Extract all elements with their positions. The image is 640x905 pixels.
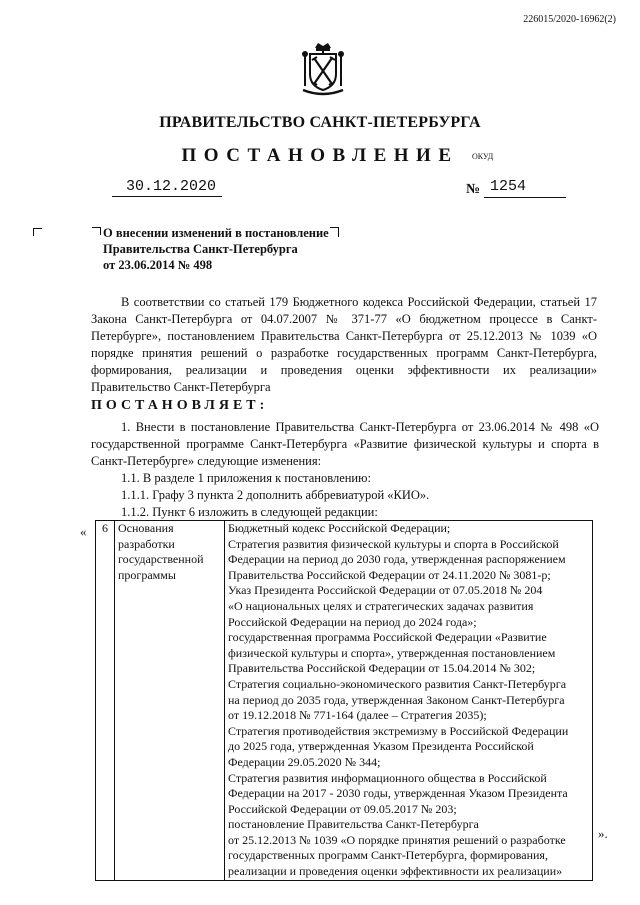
quote-close: ».: [598, 826, 608, 841]
corner-bracket-left: [33, 228, 42, 236]
decree-body: [91, 419, 599, 521]
content-line: Указ Президента Российской Федерации от 07.05.2018 № 204: [228, 583, 543, 598]
content-line: от 25.12.2013 № 1039 «О порядке принятия решений о разработке: [228, 832, 566, 847]
table-row: [96, 521, 593, 881]
okud-label: ОКУД: [472, 152, 494, 161]
quote-open: «: [80, 524, 87, 539]
label-line: государственной: [118, 552, 204, 567]
corner-bracket-mid: [92, 227, 101, 235]
content-line: Бюджетный кодекс Российской Федерации;: [228, 521, 451, 535]
decree-number: 1254: [490, 178, 527, 195]
subject-line: О внесении изменений в постановление: [103, 226, 329, 240]
content-line: постановление Правительства Санкт-Петербурга: [228, 817, 479, 832]
item-1-1: 1.1. В разделе 1 приложения к постановлению:: [121, 471, 371, 485]
content-line: физической культуры и спорта», утвержденная постановлением: [228, 645, 556, 660]
content-line: Стратегия развития информационного общества в Российской: [228, 770, 547, 785]
program-basis-table: [95, 520, 593, 881]
decree-date: 30.12.2020: [126, 178, 217, 195]
content-line: Российской Федерации на период до 2024 года»;: [228, 614, 477, 629]
document-id: 226015/2020-16962(2): [523, 14, 616, 25]
content-line: до 2025 года, утвержденная Указом Президента Российской: [228, 739, 534, 754]
corner-bracket-right: [330, 227, 339, 237]
content-line: государственных программ Санкт-Петербурга, формирования,: [228, 848, 548, 863]
coat-of-arms-icon: [300, 40, 346, 96]
preamble-text: В соответствии со статьей 179 Бюджетного кодекса Российской Федерации, статьей 17 Закона Санкт-Петербурга от 04.07.2007 № 371-77 «О бюджетном процессе в Санкт-Петербурге», постановлением Правительства Санкт-Петербурга от 25.12.2013 № 1039 «О порядке принятия решений о разработке государственных программ Санкт-Петербурга, формирования, реализации и проведения оценки эффективности их реализации» Правительство Санкт-Петербурга: [91, 295, 597, 394]
label-line: Основания: [118, 521, 174, 535]
content-line: Федерации 29.05.2020 № 344;: [228, 754, 381, 769]
row-number: 6: [96, 521, 115, 881]
content-line: государственная программа Российской Федерации «Развитие: [228, 630, 547, 645]
label-line: программы: [118, 567, 176, 582]
preamble: [91, 294, 597, 396]
content-line: на период до 2035 года, утвержденная Законом Санкт-Петербурга: [228, 692, 565, 707]
content-line: реализации и проведения оценки эффективности их реализации»: [228, 864, 563, 879]
subject-line: Правительства Санкт-Петербурга: [103, 242, 298, 256]
resolves-heading: ПОСТАНОВЛЯЕТ:: [91, 398, 269, 413]
content-line: Стратегия противодействия экстремизму в Российской Федерации: [228, 723, 569, 738]
number-underline: [484, 197, 566, 198]
label-line: разработки: [118, 536, 175, 551]
subject-line: от 23.06.2014 № 498: [103, 258, 213, 272]
content-line: Стратегия социально-экономического развития Санкт-Петербурга: [228, 676, 567, 691]
item-1: 1. Внести в постановление Правительства Санкт-Петербурга от 23.06.2014 № 498 «О государственной программе Санкт-Петербурга «Развитие физической культуры и спорта в Санкт-Петербурге» следующие изменения:: [91, 420, 599, 468]
number-label: №: [466, 182, 481, 197]
content-line: Федерации на период до 2030 года, утвержденная распоряжением: [228, 552, 566, 567]
content-line: Стратегия развития физической культуры и спорта в Российской: [228, 536, 559, 551]
content-line: Российской Федерации от 09.05.2017 № 203;: [228, 801, 457, 816]
content-line: Правительства Российской Федерации от 15.04.2014 № 302;: [228, 661, 536, 676]
content-line: Федерации на 2017 - 2030 годы, утвержденная Указом Президента: [228, 786, 568, 801]
decree-title: ПОСТАНОВЛЕНИЕ: [181, 145, 459, 166]
date-underline: [112, 196, 222, 197]
content-line: Правительства Российской Федерации от 24.11.2020 № 3081-р;: [228, 567, 551, 582]
government-name: ПРАВИТЕЛЬСТВО САНКТ-ПЕТЕРБУРГА: [159, 114, 481, 131]
row-content: [225, 521, 593, 881]
row-label: [115, 521, 225, 881]
item-1-1-1: 1.1.1. Графу 3 пункта 2 дополнить аббревиатурой «КИО».: [121, 488, 430, 502]
content-line: «О национальных целях и стратегических задачах развития: [228, 598, 534, 613]
decree-subject: [103, 225, 329, 273]
content-line: от 19.12.2018 № 771-164 (далее – Стратегия 2035);: [228, 708, 487, 723]
item-1-1-2: 1.1.2. Пункт 6 изложить в следующей редакции:: [121, 505, 378, 519]
